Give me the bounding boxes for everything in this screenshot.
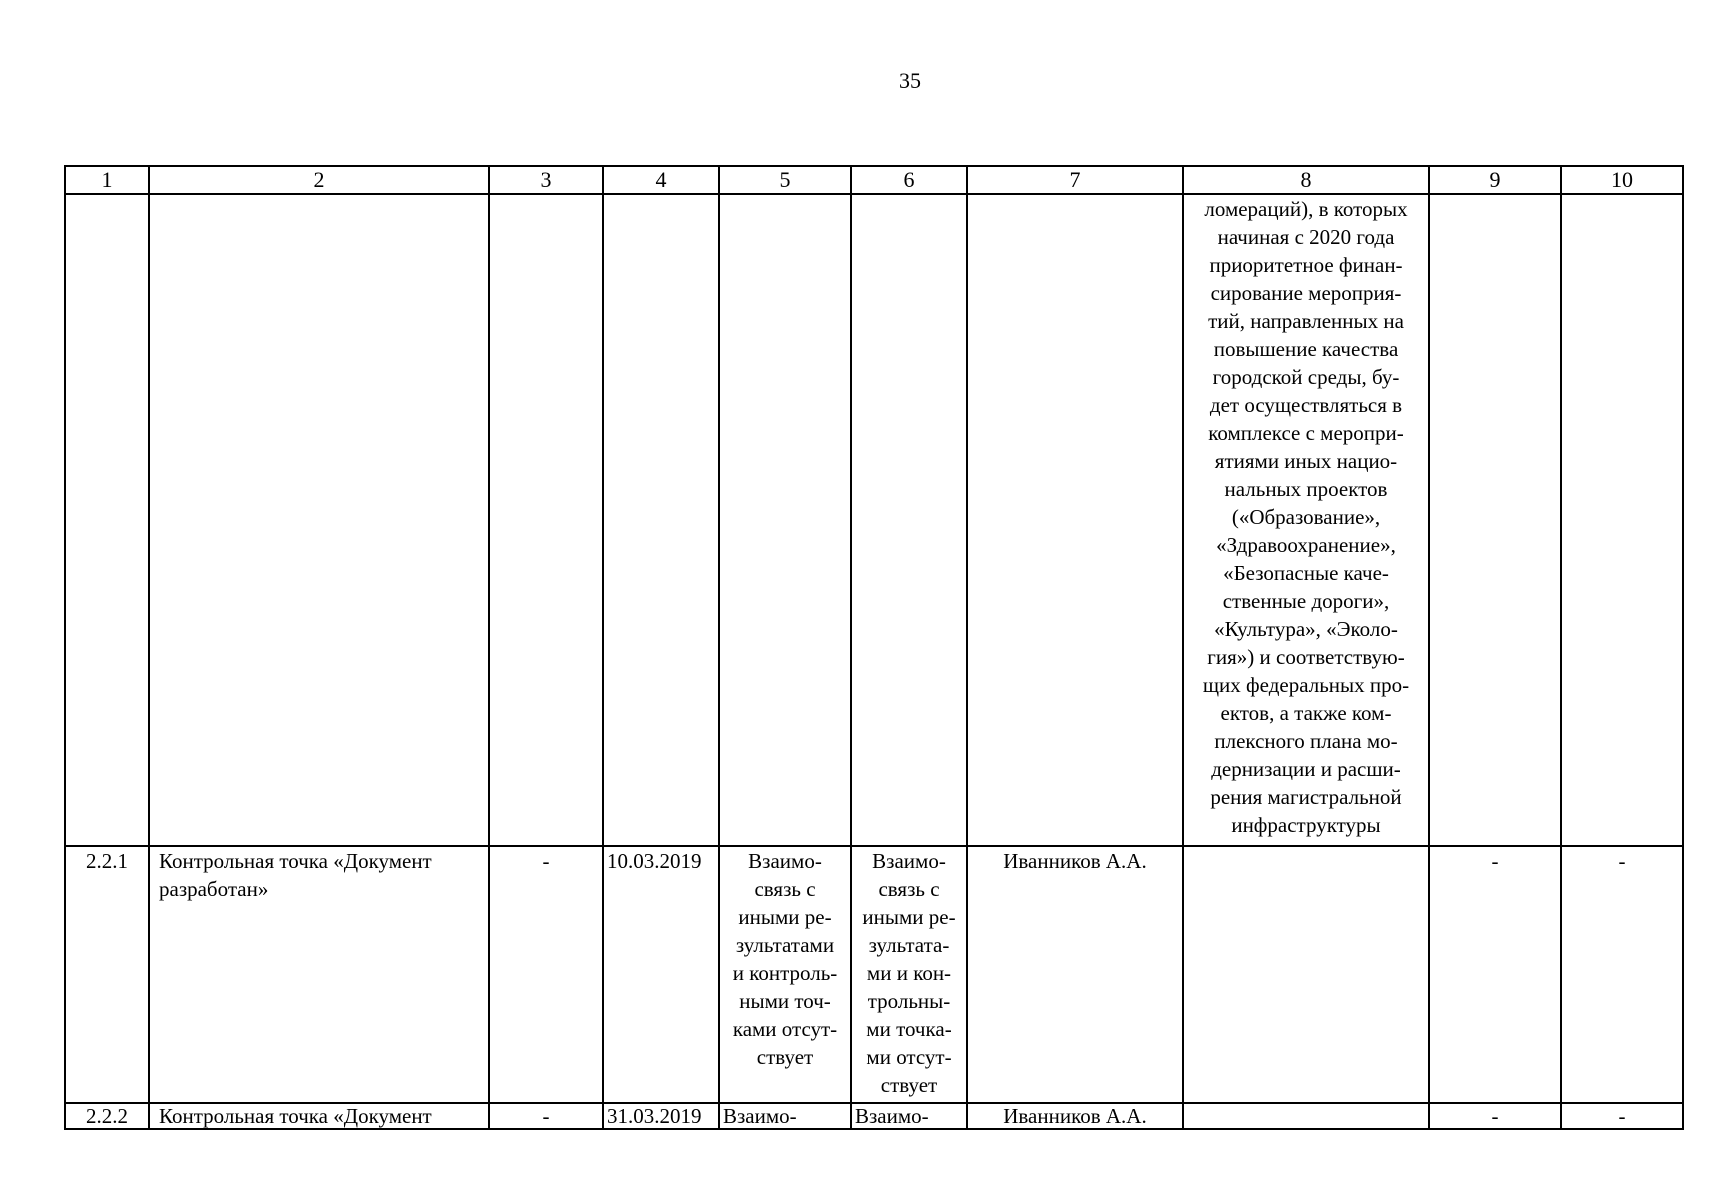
table-cell (1561, 194, 1683, 846)
table-row (65, 846, 1683, 1103)
column-header: 7 (967, 166, 1183, 194)
table-cell: - (1561, 846, 1683, 1103)
row-number: 2.2.2 (65, 1103, 149, 1129)
page-number: 35 (899, 68, 921, 93)
column-header: 8 (1183, 166, 1429, 194)
column-header: 5 (719, 166, 851, 194)
table-cell: Взаимо- связь с иными ре- зультата- ми и кон- трольны- ми точка- ми отсут- ствует (851, 846, 967, 1103)
column-header: 10 (1561, 166, 1683, 194)
document-table (64, 165, 1684, 1130)
row-number: 2.2.1 (65, 846, 149, 1103)
row-responsible: Иванников А.А. (967, 1103, 1183, 1129)
table-cell (851, 194, 967, 846)
table-cell (489, 194, 603, 846)
row-title: Контрольная точка «Документ разработан» (149, 846, 489, 1103)
row-date: 31.03.2019 (603, 1103, 719, 1129)
column-header: 1 (65, 166, 149, 194)
column-header: 9 (1429, 166, 1561, 194)
table-cell: Взаимо- (851, 1103, 967, 1129)
table-cell (65, 194, 149, 846)
table-cell (967, 194, 1183, 846)
table-cell (1183, 846, 1429, 1103)
table-header-row (65, 166, 1683, 194)
column-header: 6 (851, 166, 967, 194)
table-row (65, 1103, 1683, 1129)
table-cell (1429, 194, 1561, 846)
table-cell: - (489, 1103, 603, 1129)
table-cell-description: ломераций), в которых начиная с 2020 года приоритетное финан- сирование мероприя- тий, направленных на повышение качества городской среды, бу- дет осуществляться в комплексе с меропри- ятиями иных нацио- нальных проектов («Образование», «Здравоохранение», «Безопасные каче- ственные дороги», «Культура», «Эколо- гия») и соответствую- щих федеральных про- ектов, а также ком- плексного плана мо- дернизации и расши- рения магистральной инфраструктуры (1183, 194, 1429, 846)
row-date: 10.03.2019 (603, 846, 719, 1103)
row-title: Контрольная точка «Документ (149, 1103, 489, 1129)
table-cell: - (1429, 1103, 1561, 1129)
table-cell: - (489, 846, 603, 1103)
row-responsible: Иванников А.А. (967, 846, 1183, 1103)
table-cell: Взаимо- связь с иными ре- зультатами и контроль- ными точ- ками отсут- ствует (719, 846, 851, 1103)
table-cell (149, 194, 489, 846)
table-cell (719, 194, 851, 846)
table-cell (603, 194, 719, 846)
column-header: 4 (603, 166, 719, 194)
table-cell: - (1429, 846, 1561, 1103)
column-header: 3 (489, 166, 603, 194)
table-cell (1183, 1103, 1429, 1129)
table-row (65, 194, 1683, 846)
column-header: 2 (149, 166, 489, 194)
table-cell: - (1561, 1103, 1683, 1129)
table-cell: Взаимо- (719, 1103, 851, 1129)
